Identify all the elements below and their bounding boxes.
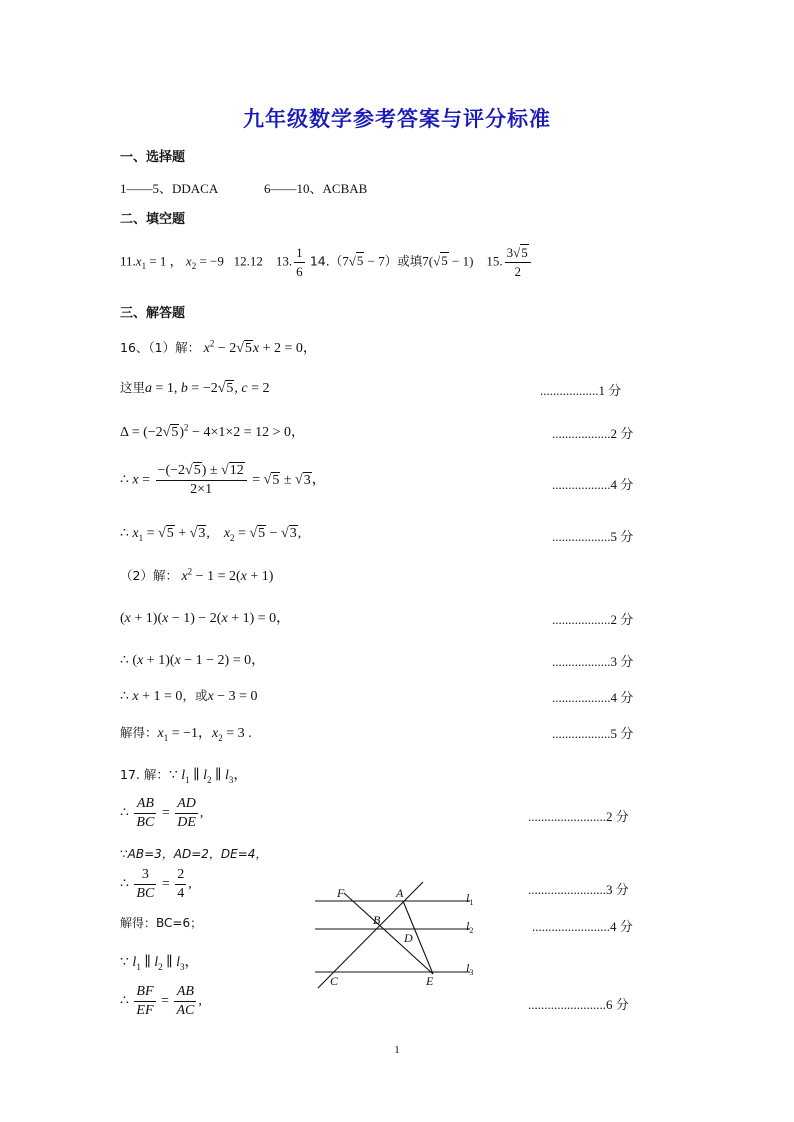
- score-q16p2-2: ..................2 分: [552, 612, 634, 627]
- q16-part2-equation: （2）解： $x^2 - 1 = 2(x + 1)$: [120, 566, 274, 584]
- q13-fraction: $\frac{1}{6}$: [296, 245, 303, 279]
- score-q17-2: ........................2 分: [528, 809, 629, 824]
- q15-label: 15.: [486, 253, 503, 269]
- section-heading-fill: 二、填空题: [120, 212, 186, 227]
- score-q17-6: ........................6 分: [528, 997, 629, 1012]
- q16-part2-label: （2）解：: [120, 568, 178, 583]
- score-q17-4: ........................4 分: [532, 919, 633, 934]
- q13-label: 13.: [275, 253, 293, 269]
- q17-label: 17. 解：: [120, 767, 169, 782]
- q17-ratio-1: ∴ $\frac{AB}{BC}$ = $\frac{AD}{DE}$ ,: [120, 796, 204, 830]
- label-e: E: [426, 974, 434, 988]
- label-c: C: [330, 974, 339, 988]
- score-q17-3: ........................3 分: [528, 882, 629, 897]
- q17-given-lengths: ∵AB=3，AD=2，DE=4，: [120, 847, 268, 861]
- section-heading-solve: 三、解答题: [120, 306, 186, 321]
- label-a: A: [396, 886, 404, 900]
- label-d: D: [404, 931, 413, 945]
- label-f: F: [337, 886, 345, 900]
- section-heading-choice: 一、选择题: [120, 150, 186, 165]
- choice-answers-6-10: 6——10、ACBAB: [264, 181, 368, 196]
- page-title: 九年级数学参考答案与评分标准: [243, 107, 551, 131]
- q16-or-text: ，或: [182, 688, 208, 703]
- score-q16-1: ..................1 分: [540, 383, 622, 398]
- q16-p2-step2: ∴ (x + 1)(x − 1 − 2) = 0，: [120, 653, 266, 668]
- label-l3: $l_3$: [466, 961, 474, 977]
- page-number: 1: [394, 1044, 400, 1056]
- q16-part1-equation: 16、（1）解： $x^2 - 2√5x + 2 = 0$，: [120, 338, 317, 356]
- q17-ratio-3: ∴ $\frac{BF}{EF}$ = $\frac{AB}{AC}$ ,: [120, 984, 202, 1018]
- q12-answer: 12.12: [233, 253, 263, 269]
- transversal-fe: [344, 893, 433, 974]
- q16-p2-step1: (x + 1)(x − 1) − 2(x + 1) = 0，: [120, 611, 291, 626]
- choice-answers-1-5: 1——5、DDACA: [120, 181, 218, 196]
- q15-fraction: $\frac{3√5}{2}$: [505, 244, 531, 281]
- score-q16-5: ..................5 分: [552, 529, 634, 544]
- score-q16-2: ..................2 分: [552, 426, 634, 441]
- q16-roots: ∴ $x_1 = √5 + √3$, $x_2 = √5 - √3$,: [120, 526, 302, 543]
- q16-p2-step3: ∴ x + 1 = 0，或x − 3 = 0: [120, 688, 258, 704]
- q11-label: 11.: [120, 253, 136, 269]
- label-l1: $l_1$: [466, 891, 474, 907]
- q16-coefficients: 这里a = 1, b = −2√5, c = 2: [120, 380, 270, 396]
- q16-discriminant: $\Delta = (-2√5)^2 - 4\times 1\times 2 = 12 > 0$，: [120, 422, 306, 440]
- q17-given-parallel: 17. 解：∵ $l_1$ ∥ $l_2$ ∥ $l_3$，: [120, 767, 248, 785]
- q16-formula: ∴ x = $\frac{-(-2√5) \pm √12}{2\times 1}$ = √5 ± √3，: [120, 463, 326, 497]
- label-l2: $l_2$: [466, 919, 474, 935]
- q17-parallel-again: ∵ $l_1$ ∥ $l_2$ ∥ $l_3$，: [120, 955, 199, 972]
- score-q16p2-3: ..................3 分: [552, 654, 634, 669]
- q16-p2-solution: 解得：$x_1 = -1$，$x_2 = 3$ .: [120, 725, 252, 743]
- parallel-lines-diagram: [310, 880, 485, 990]
- score-q16-4: ..................4 分: [552, 477, 634, 492]
- q16-solve-text: 解得：: [120, 725, 158, 740]
- label-b: B: [373, 913, 381, 927]
- score-q16p2-5: ..................5 分: [552, 726, 634, 741]
- q14-label: 14.（: [309, 253, 343, 269]
- choice-answers: [120, 178, 367, 197]
- score-q16p2-4: ..................4 分: [552, 690, 634, 705]
- fill-answers: $11.x_1 = 1$ ， $x_2 = -9$ 12.12 13. $\frac{1}{6}$ 14.（7√5 − 7）或填7(√5 − 1) 15. $\frac{3√5}{2}$: [120, 244, 533, 281]
- q17-bc-solution: 解得：BC=6；: [120, 916, 203, 930]
- q17-ratio-2: ∴ $\frac{3}{BC}$ = $\frac{2}{4}$ ,: [120, 867, 192, 901]
- q16-part1-label: 16、（1）解：: [120, 340, 201, 355]
- q14-or: ）或填: [384, 253, 423, 269]
- q16-here-text: 这里: [120, 380, 146, 395]
